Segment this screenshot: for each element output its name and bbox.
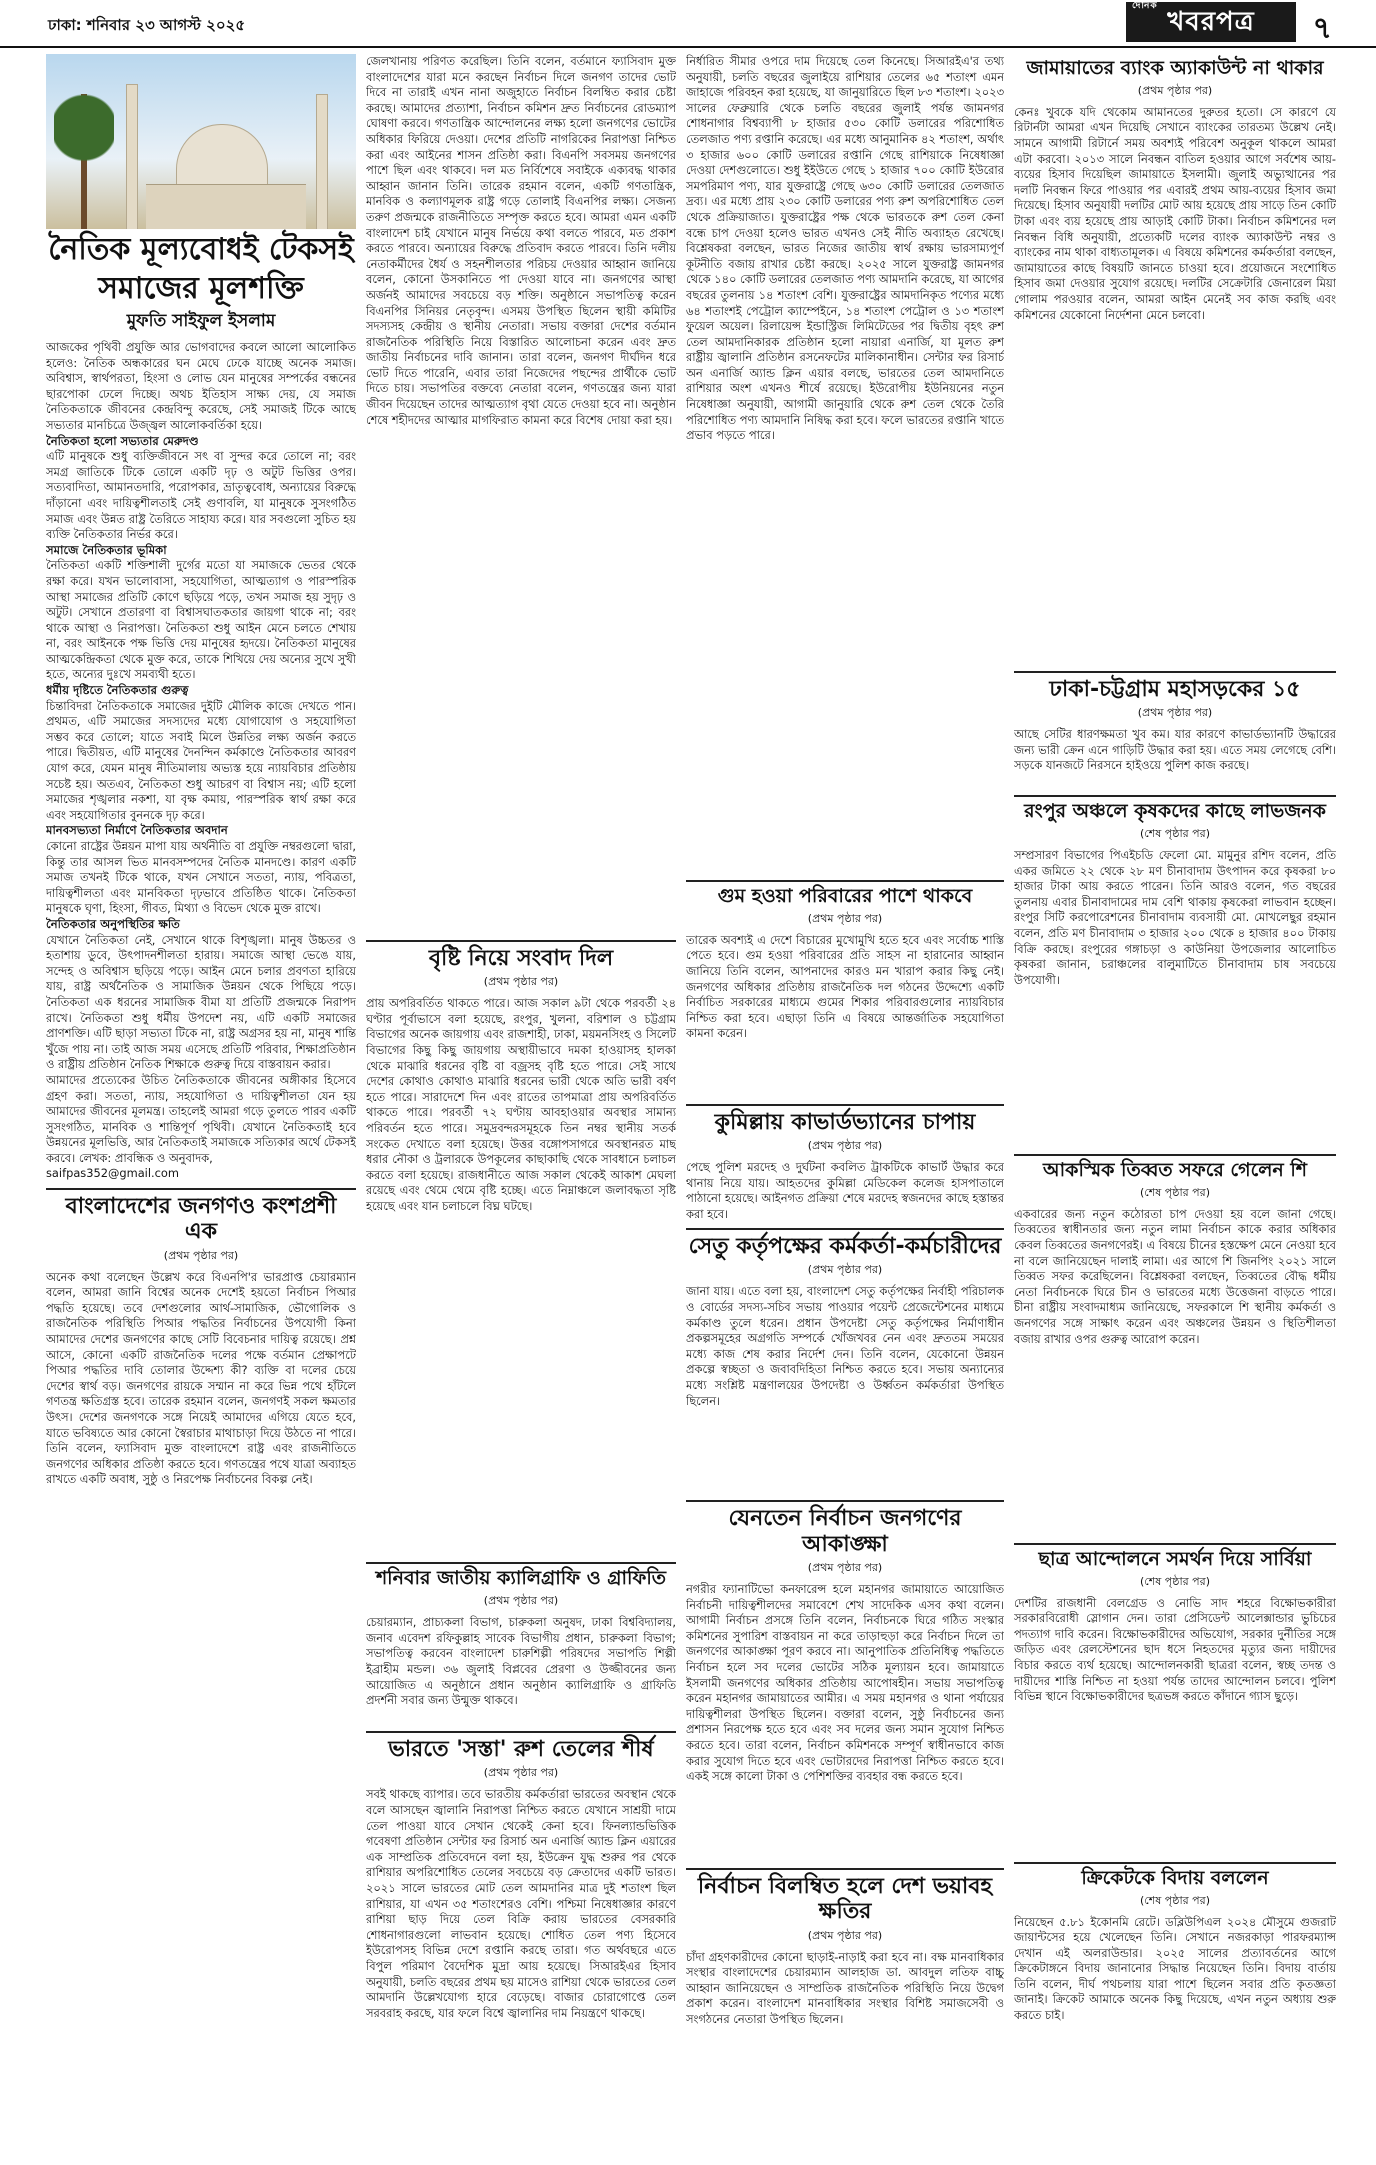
article-divider xyxy=(46,1188,356,1190)
article-body: একবারের জন্য নতুন কঠোরতা চাপ দেওয়া হয় বলে জানা গেছে। তিব্বতের স্বাধীনতার জন্য নতুন লামা নির্বাচন কাকে করার অধিকার কেবল তিব্বতের জনগণেরই। এ বিষয়ে চীনের হস্তক্ষেপ মেনে নেওয়া হবে না বলে জানিয়েছেন দালাই লামা। এর আগে শি জিনপিং ২০২১ সালে তিব্বত সফর করেছিলেন। বিশ্লেষকরা বলছেন, তিব্বতের বৌদ্ধ ধর্মীয় নেতা নির্বাচনকে ঘিরে চীন ও ভারতের মধ্যে উত্তেজনা বাড়তে পারে। চীনা রাষ্ট্রীয় সংবাদমাধ্যম জানিয়েছে, সফরকালে শি স্থানীয় কর্মকর্তা ও জনগণের সঙ্গে সাক্ষাৎ করেন এবং অঞ্চলের উন্নয়ন ও স্থিতিশীলতা বজায় রাখার ওপর গুরুত্ব আরোপ করেন। xyxy=(1014,1206,1336,1346)
article-headline: সেতু কর্তৃপক্ষের কর্মকর্তা-কর্মচারীদের xyxy=(688,1234,1002,1260)
article-headline: বৃষ্টি নিয়ে সংবাদ দিল xyxy=(428,946,614,971)
subheading: সমাজে নৈতিকতার ভূমিকা xyxy=(46,542,167,557)
subheading: নৈতিকতা হলো সভ্যতার মেরুদণ্ড xyxy=(46,433,199,448)
article-headline: রংপুর অঞ্চলে কৃষকদের কাছে লাভজনক xyxy=(1024,800,1326,823)
article-headline: আকস্মিক তিব্বত সফরে গেলেন শি xyxy=(1043,1158,1307,1181)
article-body: জেলখানায় পরিণত করেছিল। তিনি বলেন, বর্তমানে ফ্যাসিবাদ মুক্ত বাংলাদেশের যারা মনে করছেন নির্বাচন দিলে জনগণ তাদের ভোট দিবে না তারাই এখন নানা অজুহাতে নির্বাচন বিলম্বিত করার চেষ্টা করছে। আমাদের প্রত্যাশা, নির্বাচন কমিশন দ্রুত নির্বাচনের রোডম্যাপ ঘোষণা করবে। গণতান্ত্রিক আন্দোলনের লক্ষ্য হলো জনগণের ভোটের অধিকার ফিরিয়ে দেওয়া। দেশের প্রতিটি নাগরিকের নিরাপত্তা নিশ্চিত করা এবং আইনের শাসন প্রতিষ্ঠা করা। বিএনপি সবসময় জনগণের পাশে ছিল এবং থাকবে। দল মত নির্বিশেষে সবাইকে এক্যবদ্ধ থাকার আহ্বান জানান তিনি। তারেক রহমান বলেন, একটি গণতান্ত্রিক, মানবিক ও কল্যাণমূলক রাষ্ট্র গড়ে তোলাই বিএনপির লক্ষ্য। সেজন্য তরুণ প্রজন্মকে রাজনীতিতে সম্পৃক্ত করতে হবে। আমরা এমন একটি বাংলাদেশ চাই যেখানে মানুষ নির্ভয়ে কথা বলতে পারবে, মত প্রকাশ করতে পারবে। অন্যায়ের বিরুদ্ধে প্রতিবাদ করতে পারবে। তিনি দলীয় নেতাকর্মীদের ধৈর্য ও সহনশীলতার পরিচয় দেওয়ার আহ্বান জানিয়ে বলেন, কোনো উসকানিতে পা দেওয়া যাবে না। জনগণের আস্থা অর্জনই আমাদের সবচেয়ে বড় শক্তি। অনুষ্ঠানে সভাপতিত্ব করেন বিএনপির সিনিয়র নেতৃবৃন্দ। এসময় উপস্থিত ছিলেন স্থায়ী কমিটির সদস্যসহ কেন্দ্রীয় ও স্থানীয় নেতারা। সভায় বক্তারা দেশের বর্তমান রাজনৈতিক পরিস্থিতি নিয়ে বিস্তারিত আলোচনা করেন এবং দ্রুত জাতীয় নির্বাচনের দাবি জানান। তারা বলেন, জনগণ দীর্ঘদিন ধরে ভোট দিতে পারেনি, এবার তারা নিজেদের পছন্দের প্রার্থীকে ভোট দিতে চায়। সভাপতির বক্তব্যে নেতারা বলেন, গণতন্ত্রের জন্য যারা জীবন দিয়েছেন তাদের আত্মত্যাগ বৃথা যেতে দেওয়া হবে না। অনুষ্ঠান শেষে শহীদদের আত্মার মাগফিরাত কামনা করে বিশেষ দোয়া করা হয়। xyxy=(366,54,676,427)
article-divider xyxy=(1014,1543,1336,1545)
article-headline: গুম হওয়া পরিবারের পাশে থাকবে xyxy=(717,885,973,907)
article-divider xyxy=(1014,795,1336,797)
article-headline: নির্বাচন বিলম্বিত হলে দেশ ভয়াবহ ক্ষতির xyxy=(697,1874,993,1925)
subheading: মানবসভ্যতা নির্মাণে নৈতিকতার অবদান xyxy=(46,823,228,838)
minaret-left xyxy=(126,84,138,229)
article-body: চাঁদা গ্রহণকারীদের কোনো ছাড়াই-নাড়াই করা হবে না। বক্ষ মানবাধিকার সংস্থার বাংলাদেশের চেয়ারম্যান আলহাজ ডা. আবদুল লতিফ বাচ্চু আহ্বান জানিয়েছেন ও সাম্প্রতিক রাজনৈতিক পরিস্থিতি নিয়ে উদ্বেগ প্রকাশ করেন। বাংলাদেশ মানবাধিকার সংস্থার বিশিষ্ট সমাজসেবী ও সংগঠনের নেতারা উপস্থিত ছিলেন। xyxy=(686,1949,1004,2026)
continuation-note: (প্রথম পৃষ্ঠার পর) xyxy=(483,1594,559,1608)
article-divider xyxy=(686,1228,1004,1230)
paragraph: আমাদের প্রত্যেকের উচিত নৈতিকতাকে জীবনের অঙ্গীকার হিসেবে গ্রহণ করা। সততা, ন্যায়, সহযোগিতা ও দায়িত্বশীলতা যেন হয় আমাদের জীবনের মূলমন্ত্র। তাহলেই আমরা গড়ে তুলতে পারব একটি সুসংগঠিত, মানবিক ও শান্তিপূর্ণ পৃথিবী। যেখানে নৈতিকতাই হবে উন্নয়নের মূলভিত্তি, আর নৈতিকতাই সমাজকে সত্যিকার অর্থে টেকসই করবে। লেখক: প্রাবন্ধিক ও অনুবাদক, xyxy=(46,1072,356,1165)
article-byline: মুফতি সাইফুল ইসলাম xyxy=(126,311,276,331)
palm-tree-shape xyxy=(54,94,114,229)
minaret-right xyxy=(316,94,328,229)
article-headline-line1: নৈতিক মূল্যবোধই টেকসই xyxy=(48,232,354,267)
article-headline: ভারতে 'সস্তা' রুশ তেলের শীর্ষ xyxy=(388,1737,654,1763)
continuation-note: (প্রথম পৃষ্ঠার পর) xyxy=(807,1561,883,1575)
article-body: সম্প্রসারণ বিভাগের পিএইচডি ফেলো মো. মামুনুর রশিদ বলেন, প্রতি একর জমিতে ২২ থেকে ২৮ মণ চীনাবাদাম উৎপাদন করে কৃষকরা ৮০ হাজার টাকা আয় করতে পারেন। তিনি আরও বলেন, গত বছরের তুলনায় এবার চীনাবাদামের দাম বেশি থাকায় কৃষকেরা লাভবান হচ্ছেন। রংপুর সিটি করপোরেশনের চীনাবাদাম ব্যবসায়ী মো. মোখলেছুর রহমান বলেন, প্রতি মণ চীনাবাদাম ৩ হাজার ২০০ থেকে ৪ হাজার ৪০০ টাকায় বিক্রি করছে। রংপুরের গঙ্গাচড়া ও কাউনিয়া উপজেলার আলোচিত কৃষকরা জানান, চরাঞ্চলের বালুমাটিতে চীনাবাদাম চাষ সবচেয়ে উপযোগী। xyxy=(1014,847,1336,987)
article-body: কেনঃ খুবকে যদি থেকোম আমানতের দুরুতর হতো। সে কারণে যে রিটার্নটা আমরা এখন দিয়েছি সেখানে ব্যাংকের তারতম্য উল্লেখ নেই। সামনে আগামী রিটার্নে সময় অবশ্যই পরিবেশ অনুকূল থাকলে আমরা এটা করবো। ২০১৩ সালে নিবন্ধন বাতিল হওয়ার আগে সর্বশেষ আয়-ব্যয়ের হিসাব দিয়েছিল জামায়াতে ইসলামী। জুলাই অভ্যুত্থানের পর দলটি নিবন্ধন ফিরে পাওয়ার পর এবারই প্রথম আয়-ব্যয়ের হিসাব জমা দিয়েছে। হিসাব অনুযায়ী দলটির মোট আয় হয়েছে প্রায় সাড়ে তিন কোটি টাকা এবং ব্যয় হয়েছে প্রায় আড়াই কোটি টাকা। নির্বাচন কমিশনের দল নিবন্ধন বিধি অনুযায়ী, প্রত্যেকটি দলের ব্যাংক অ্যাকাউন্ট নম্বর ও ব্যাংকের নাম থাকা বাধ্যতামূলক। এ বিষয়ে কমিশনের কর্মকর্তারা বলছেন, জামায়াতের কাছে বিষয়টি জানতে চাওয়া হবে। প্রয়োজনে সংশোধিত হিসাব জমা দেওয়ার সুযোগ রয়েছে। দলটির সেক্রেটারি জেনারেল মিয়া গোলাম পরওয়ার বলেন, আমরা আইন মেনেই সব কাজ করছি এবং কমিশনের যেকোনো নির্দেশনা মেনে চলবো। xyxy=(1014,104,1336,322)
column-1 xyxy=(46,54,356,1790)
article-body: অনেক কথা বলেছেন উল্লেখ করে বিএনপি'র ভারপ্রাপ্ত চেয়ারম্যান বলেন, আমরা জানি বিশ্বের অনেক দেশেই হয়তো নির্বাচন পিআর পদ্ধতি হয়েছে। তবে দেশগুলোর আর্থ-সামাজিক, ভৌগোলিক ও রাজনৈতিক পরিস্থিতি পিআর পদ্ধতির নির্বাচনের উপযোগী কিনা আমাদের দেশের জনগণের কাছে সেটি বিবেচনার দায়িত্ব রয়েছে। প্রশ্ন আসে, কোনো একটি রাজনৈতিক দলের পক্ষে বর্তমান প্রেক্ষাপটে পিআর পদ্ধতির দাবি তোলার উদ্দেশ্য কী? ব্যক্তি বা দলের চেয়ে দেশের স্বার্থ বড়। জনগণের রায়কে সম্মান না করে ভিন্ন পথে হাঁটলে গণতন্ত্র ক্ষতিগ্রস্ত হবে। তারেক রহমান বলেন, জনগণই সকল ক্ষমতার উৎস। দেশের জনগণকে সঙ্গে নিয়েই আমাদের এগিয়ে যেতে হবে, যাতে ভবিষ্যতে আর কোনো স্বৈরাচার মাথাচাড়া দিয়ে উঠতে না পারে। তিনি বলেন, ফ্যাসিবাদ মুক্ত বাংলাদেশে রাষ্ট্র এবং রাজনীতিতে জনগণের অধিকার প্রতিষ্ঠা করতে হবে। গণতন্ত্রের পথে যাত্রা অব্যাহত রাখতে একটি অবাধ, সুষ্ঠু ও নিরপেক্ষ নির্বাচনের বিকল্প নেই। xyxy=(46,1269,356,1487)
article-headline: যেনতেন নির্বাচন জনগণের আকাঙ্ক্ষা xyxy=(728,1506,962,1557)
article-body: নগরীর ফ্যানাটিভো কনফারেন্স হলে মহানগর জামায়াতে আয়োজিত নির্বাচনী দায়িত্বশীলদের সমাবেশে শেখ সাদেকিক এসব কথা বলেন। আগামী নির্বাচন প্রসঙ্গে তিনি বলেন, নির্বাচনকে ঘিরে গঠিত সংস্কার কমিশনের সুপারিশ বাস্তবায়ন না করে তাড়াহুড়া করে নির্বাচন দিলে তা জনগণের আকাঙ্ক্ষা পূরণ করবে না। আনুপাতিক প্রতিনিধিত্ব পদ্ধতিতে নির্বাচন হলে সব দলের ভোটের সঠিক মূল্যায়ন হবে। জামায়াতে ইসলামী জনগণের অধিকার প্রতিষ্ঠায় আপোষহীন। সভায় সভাপতিত্ব করেন মহানগর জামায়াতের আমীর। এ সময় মহানগর ও থানা পর্যায়ের দায়িত্বশীলরা উপস্থিত ছিলেন। বক্তারা বলেন, সুষ্ঠু নির্বাচনের জন্য প্রশাসন নিরপেক্ষ হতে হবে এবং সব দলের জন্য সমান সুযোগ নিশ্চিত করতে হবে। তারা বলেন, নির্বাচন কমিশনকে সম্পূর্ণ স্বাধীনভাবে কাজ করার সুযোগ দিতে হবে এবং ভোটারদের নিরাপত্তা নিশ্চিত করতে হবে। একই সঙ্গে কালো টাকা ও পেশিশক্তির ব্যবহার বন্ধ করতে হবে। xyxy=(686,1582,1004,1784)
article-divider xyxy=(1014,671,1336,673)
column-3 xyxy=(686,54,1004,2060)
column-4 xyxy=(1014,54,1336,2165)
continuation-note: (প্রথম পৃষ্ঠার পর) xyxy=(163,1248,239,1262)
continuation-note: (প্রথম পৃষ্ঠার পর) xyxy=(807,1263,883,1277)
continuation-note: (প্রথম পৃষ্ঠার পর) xyxy=(483,1766,559,1780)
article-body: সবই থাকছে ব্যাপার। তবে ভারতীয় কর্মকর্তারা ভারতের অবস্থান থেকে বলে আসছেন জ্বালানি নিরাপত্তা নিশ্চিত করতে যেখানে সাশ্রয়ী দামে তেল পাওয়া যাবে সেখান থেকেই কেনা হবে। ফিনল্যান্ডভিত্তিক গবেষণা প্রতিষ্ঠান সেন্টার ফর রিসার্চ অন এনার্জি অ্যান্ড ক্লিন এয়ারের এক সাম্প্রতিক প্রতিবেদনে বলা হয়, ইউক্রেন যুদ্ধ শুরুর পর থেকে রাশিয়ার অপরিশোধিত তেলের সবচেয়ে বড় ক্রেতাদের একটি ভারত। ২০২১ সালে ভারতের মোট তেল আমদানির মাত্র দুই শতাংশ ছিল রাশিয়ার, যা এখন ৩৫ শতাংশেরও বেশি। পশ্চিমা নিষেধাজ্ঞার কারণে রাশিয়া ছাড় দিয়ে তেল বিক্রি করায় ভারতের বেসরকারি শোধনাগারগুলো লাভবান হয়েছে। শোধিত তেল পণ্য হিসেবে ইউরোপসহ বিভিন্ন দেশে রপ্তানি করছে তারা। গত অর্থবছরে এতে বিপুল পরিমাণ বৈদেশিক মুদ্রা আয় হয়েছে। সিআরইএর হিসাব অনুযায়ী, চলতি বছরের প্রথম ছয় মাসেও রাশিয়া থেকে ভারতের তেল আমদানি উল্লেখযোগ্য হারে বেড়েছে। বাজার চোরাগোপ্তে তেল সরবরাহ করছে, যার ফলে বিশ্বে জ্বালানির দাম নিয়ন্ত্রণে থাকছে। xyxy=(366,1787,676,2020)
paragraph: আজকের পৃথিবী প্রযুক্তি আর ভোগবাদের কবলে আলো আলোকিত হলেও: নৈতিক অন্ধকারের ঘন মেঘে ঢেকে যাচ্ছে অনেক সমাজ। অবিশ্বাস, স্বার্থপরতা, হিংসা ও লোভ যেন মানুষের সম্পর্কের বন্ধনের ছারপোকা ঢেলে দিচ্ছে। অথচ ইতিহাস সাক্ষ্য দেয়, যে সমাজ নৈতিকতাকে জীবনের কেন্দ্রবিন্দু করেছে, সেই সমাজই টিকে আছে সভ্যতার মানচিত্রে উজ্জ্বল আলোকবর্তিকা হয়ে। xyxy=(46,340,356,432)
paragraph: চিন্তাবিদরা নৈতিকতাকে সমাজের দুইটি মৌলিক কাজে দেখতে পান। প্রথমত, এটি সমাজের সদস্যদের মধ্যে যোগাযোগ ও সহযোগিতা সম্ভব করে তোলে; যাতে সবাই মিলে উন্নতির লক্ষ্য অর্জন করতে পারে। দ্বিতীয়ত, এটি মানুষের দৈনন্দিন কর্মকাণ্ডে নৈতিকতার আবরণ যোগ করে, যেমন মানুষ নীতিমালায় অভ্যস্ত হয়ে ন্যায়বিচার প্রতিষ্ঠায় সচেষ্ট হয়। অতএব, নৈতিকতা শুধু আচরণ বা বিশ্বাস নয়; এটি হলো সমাজের শৃঙ্খলার নকশা, যা বৃক্ষ কমায়, পারস্পরিক স্বার্থ রক্ষা করে এবং সহযোগিতার বুননকে দৃঢ় করে। xyxy=(46,698,356,822)
paragraph: নৈতিকতা একটি শক্তিশালী দুর্গের মতো যা সমাজকে ভেতর থেকে রক্ষা করে। যখন ভালোবাসা, সহযোগিতা, আত্মত্যাগ ও পারস্পরিক আস্থা সমাজের প্রতিটি কোণে ছড়িয়ে পড়ে, তখন সমাজ হয় সুদৃঢ় ও অটুট। সেখানে প্রতারণা বা বিশ্বাসঘাতকতার জায়গা থাকে না; বরং থাকে আস্থা ও নিরাপত্তা। নৈতিকতা শুধু আইন মেনে চলতে শেখায় না, বরং আইনকে পক্ষ ভিত্তি দেয় মানুষের হৃদয়ে। নৈতিকতা মানুষের আত্মকেন্দ্রিকতা থেকে মুক্ত করে, তাকে শিখিয়ে দেয় অন্যের সুখে সুখী হতে, অন্যের দুঃখে সমব্যথী হতে। xyxy=(46,558,356,682)
paragraph: যেখানে নৈতিকতা নেই, সেখানে থাকে বিশৃঙ্খলা। মানুষ উচ্চতর ও হতাশায় ডুবে, উৎপাদনশীলতা হারায়। সমাজে আস্থা ভেঙে যায়, সন্দেহ ও অবিশ্বাস ছড়িয়ে পড়ে। আইন মেনে চলার প্রবণতা হারিয়ে যায়, রাষ্ট্র অর্থনৈতিক ও সামাজিক উন্নয়ন থেকে পিছিয়ে পড়ে। নৈতিকতা এক ধরনের সামাজিক বীমা যা প্রতিটি প্রজন্মকে নিরাপদ রাখে। নৈতিকতা শুধু ধর্মীয় উপদেশ নয়, এটি একটি সমাজের প্রাণশক্তি। এটি ছাড়া সভ্যতা টিকে না, রাষ্ট্র অগ্রসর হয় না, মানুষ শান্তি খুঁজে পায় না। তাই আজ সময় এসেছে প্রতিটি পরিবার, শিক্ষাপ্রতিষ্ঠান ও রাষ্ট্রীয় প্রতিষ্ঠান নৈতিক শিক্ষাকে গুরুত্ব দিয়ে বাস্তবায়ন করার। xyxy=(46,932,356,1072)
article-headline: কুমিল্লায় কাভার্ডভ্যানের চাপায় xyxy=(714,1109,976,1135)
author-email[interactable]: saifpas352@gmail.com xyxy=(46,1166,179,1181)
article-divider xyxy=(1014,1862,1336,1864)
article-headline: জামায়াতের ব্যাংক অ্যাকাউন্ট না থাকার xyxy=(1026,57,1324,79)
article-headline: ক্রিকেটকে বিদায় বললেন xyxy=(1081,1866,1269,1889)
continuation-note: (শেষ পৃষ্ঠার পর) xyxy=(1139,1185,1210,1199)
article-divider xyxy=(1014,1154,1336,1156)
article-headline-line2: সমাজের মূলশক্তি xyxy=(98,270,304,306)
subheading: ধর্মীয় দৃষ্টিতে নৈতিকতার গুরুত্ব xyxy=(46,683,189,698)
article-headline: বাংলাদেশের জনগণও কংশপ্রশী এক xyxy=(65,1194,337,1245)
article-body: পেছে পুলিশ মরদেহ ও দুর্ঘটনা কবলিত ট্রাকটিকে কাভার্ট উদ্ধার করে থানায় নিয়ে যায়। আহতদের কুমিল্লা মেডিকেল কলেজ হাসপাতালে পাঠানো হয়েছে। আইনগত প্রক্রিয়া শেষে মরদেহ স্বজনদের কাছে হস্তান্তর করা হবে। xyxy=(686,1160,1004,1221)
logo-text: খবরপত্র xyxy=(1167,7,1255,37)
column-2 xyxy=(366,54,676,2087)
article-body: নির্ধারিত সীমার ওপরে দাম দিয়েছে তেল কিনেছে। সিআরইএ'র তথ্য অনুযায়ী, চলতি বছরের জুলাইয়ে রাশিয়ার তেলের ৬৫ শতাংশ এমন জাহাজে পরিবহন করা হয়েছে, যা জানুয়ারিতে ছিল ৮৩ শতাংশ। ২০২৩ সালের ফেব্রুয়ারি থেকে চলতি বছরের জুলাই পর্যন্ত জামনগর শোধনাগার বিশ্বব্যাপী ৮ হাজার ৫৩০ কোটি ডলারের পরিশোধিত তেলজাত পণ্য রপ্তানি করেছে। এর মধ্যে আনুমানিক ৪২ শতাংশ, অর্থাৎ ৩ হাজার ৬০০ কোটি ডলারের রপ্তানি গেছে রাশিয়াকে নিষেধাজ্ঞা দেওয়া দেশগুলোতে। শুধু ইইউতে গেছে ১ হাজার ৭০০ কোটি ইউরোর সমপরিমাণ পণ্য, যার যুক্তরাষ্ট্রে গেছে ৬৩০ কোটি ডলারের তেলজাত দ্রব্য। এর মধ্যে প্রায় ২৩০ কোটি ডলারের পণ্য রুশ অপরিশোধিত তেল থেকে প্রক্রিয়াজাত। যুক্তরাষ্ট্রের পক্ষ থেকে ভারতকে রুশ তেল কেনা বন্ধে চাপ দেওয়া হলেও ভারত এখনও সেই নীতি অব্যাহত রেখেছে। বিশ্লেষকরা বলছেন, ভারত নিজের জাতীয় স্বার্থ রক্ষায় ভারসাম্যপূর্ণ কূটনীতি বজায় রাখার চেষ্টা করছে। ২০২৫ সালে যুক্তরাষ্ট্র জামনগর থেকে ১৪০ কোটি ডলারের তেলজাত পণ্য আমদানি করেছে, যা আগের বছরের তুলনায় ১৪ শতাংশ বেশি। যুক্তরাষ্ট্রের আমদানিকৃত পণ্যের মধ্যে ৬৪ শতাংশই পেট্রোল ক্যাম্পেইনে, ১৪ শতাংশ পেট্রোল ও ১৩ শতাংশ ফুয়েল অয়েল। রিলায়েন্স ইন্ডাস্ট্রিজ লিমিটেডের পর দ্বিতীয় বৃহৎ রুশ তেল আমদানিকারক প্রতিষ্ঠান হলো নায়ারা এনার্জি, যা মূলত রুশ রাষ্ট্রীয় জ্বালানি প্রতিষ্ঠান রসনেফটের মালিকানাধীন। সেন্টার ফর রিসার্চ অন এনার্জি অ্যান্ড ক্লিন এয়ার বলছে, ভারতের তেল আমদানিতে রাশিয়ার অংশ এখনও শীর্ষে রয়েছে। ইউরোপীয় ইউনিয়নের নতুন নিষেধাজ্ঞা অনুযায়ী, আগামী জানুয়ারি থেকে রুশ তেল থেকে তৈরি পরিশোধিত পণ্য আমদানি নিষিদ্ধ করা হবে। ফলে ভারতের রপ্তানি খাতে প্রভাব পড়তে পারে। xyxy=(686,54,1004,443)
article-headline: ছাত্র আন্দোলনে সমর্থন দিয়ে সার্বিয়া xyxy=(1038,1547,1312,1570)
article-divider xyxy=(366,940,676,942)
article-body: জানা যায়। এতে বলা হয়, বাংলাদেশ সেতু কর্তৃপক্ষের নির্বাহী পরিচালক ও বোর্ডের সদস্য-সচিব সভায় পাওয়ার পয়েন্ট প্রেজেন্টেশনের মাধ্যমে কর্মকাণ্ড তুলে ধরেন। প্রধান উপদেষ্টা সেতু কর্তৃপক্ষের নির্মাণাধীন প্রকল্পসমূহের অগ্রগতি সম্পর্কে খোঁজখবর নেন এবং দ্রুততম সময়ের মধ্যে কাজ শেষ করার নির্দেশ দেন। তিনি বলেন, যেকোনো উন্নয়ন প্রকল্পে স্বচ্ছতা ও জবাবদিহিতা নিশ্চিত করতে হবে। সভায় অন্যান্যের মধ্যে সংশ্লিষ্ট মন্ত্রণালয়ের উপদেষ্টা ও উর্ধ্বতন কর্মকর্তারা উপস্থিত ছিলেন। xyxy=(686,1284,1004,1408)
article-divider xyxy=(686,1104,1004,1106)
continuation-note: (শেষ পৃষ্ঠার পর) xyxy=(1139,826,1210,840)
article-body: দেশটির রাজধানী বেলগ্রেড ও নোভি সাদ শহরে বিক্ষোভকারীরা সরকারবিরোধী স্লোগান দেন। তারা প্রেসিডেন্ট আলেক্সান্ডার ভুচিচের পদত্যাগ দাবি করেন। বিক্ষোভকারীদের অভিযোগ, সরকার দুর্নীতির সঙ্গে জড়িত এবং রেলস্টেশনের ছাদ ধসে নিহতদের মৃত্যুর জন্য দায়ীদের বিচার করতে ব্যর্থ হয়েছে। আন্দোলনকারী ছাত্ররা বলেন, স্বচ্ছ তদন্ত ও দায়ীদের শাস্তি নিশ্চিত না হওয়া পর্যন্ত তাদের আন্দোলন চলবে। পুলিশ বিভিন্ন স্থানে বিক্ষোভকারীদের ছত্রভঙ্গ করতে কাঁদানে গ্যাস ছুড়ে। xyxy=(1014,1595,1336,1704)
paragraph: কোনো রাষ্ট্রের উন্নয়ন মাপা যায় অর্থনীতি বা প্রযুক্তি নম্বরগুলো দ্বারা, কিন্তু তার আসল ভিত মানবসম্পদের নৈতিক মানদণ্ডে। কারণ একটি সমাজ তখনই টিকে থাকে, যখন সেখানে সততা, ন্যায়, পবিত্রতা, দায়িত্বশীলতা এবং মানবিকতা দৃঢ়ভাবে প্রতিষ্ঠিত থাকে। নৈতিকতা মানুষকে ঘৃণা, হিংসা, গীবত, মিথ্যা ও বিভেদ থেকে মুক্ত রাখে। xyxy=(46,839,356,916)
article-body: তারেক অবশ্যই এ দেশে বিচারের মুখোমুখি হতে হবে এবং সর্বোচ্চ শাস্তি পেতে হবে। গুম হওয়া পরিবারের প্রতি সাহস না হারানোর আহ্বান জানিয়ে তিনি বলেন, আপনাদের কারও মন খারাপ করার কিছু নেই। জনগণের অধিকার প্রতিষ্ঠায় রাজনৈতিক দল গঠনের উদ্দেশ্যে একটি নির্বাচিত সরকারের মাধ্যমে গুমের শিকার পরিবারগুলোর ন্যায়বিচার নিশ্চিত করা হবে। এছাড়া তিনি এ বিষয়ে আন্তর্জাতিক সহযোগিতা কামনা করেন। xyxy=(686,932,1004,1041)
paragraph: এটি মানুষকে শুধু ব্যক্তিজীবনে সৎ বা সুন্দর করে তোলে না; বরং সমগ্র জাতিকে টিকে তোলে একটি দৃঢ় ও অটুট ভিত্তির ওপর। সত্যবাদিতা, আমানতদারি, পরোপকার, ভ্রাতৃত্ববোধ, অন্যায়ের বিরুদ্ধে দাঁড়ানো এবং দায়িত্বশীলতাই সেই গুণাবলি, যা মানুষকে সুসংগঠিত সমাজ এবং উন্নত রাষ্ট্র তৈরিতে সাহায্য করে। যার সবগুলো সুচিত হয় ব্যক্তি নৈতিকতার নির্ভর করে। xyxy=(46,449,356,542)
article-body: আছে সেটির ধারণক্ষমতা খুব কম। যার কারণে কাভার্ডভ্যানটি উদ্ধারের জন্য ভারী ক্রেন এনে গাড়িটি উদ্ধার করা হয়। এতে সময় লেগেছে বেশি। সড়কে যানজটে নিরসনে হাইওয়ে পুলিশ কাজ করছে। xyxy=(1014,727,1336,773)
article-divider xyxy=(366,1562,676,1564)
logo-prefix: দৈনিক xyxy=(1132,1,1158,11)
article-headline: শনিবার জাতীয় ক্যালিগ্রাফি ও গ্রাফিতি xyxy=(375,1567,667,1590)
masthead xyxy=(0,0,1376,48)
article-headline: ঢাকা-চট্টগ্রাম মহাসড়কের ১৫ xyxy=(1049,676,1301,702)
continuation-note: (প্রথম পৃষ্ঠার পর) xyxy=(807,911,883,925)
subheading: নৈতিকতার অনুপস্থিতির ক্ষতি xyxy=(46,916,180,931)
continuation-note: (শেষ পৃষ্ঠার পর) xyxy=(1139,1893,1210,1907)
continuation-note: (প্রথম পৃষ্ঠার পর) xyxy=(1137,706,1213,720)
continuation-note: (প্রথম পৃষ্ঠার পর) xyxy=(1137,83,1213,97)
article-divider xyxy=(686,1500,1004,1502)
article-body: প্রায় অপরিবর্তিত থাকতে পারে। আজ সকাল ৯টা থেকে পরবর্তী ২৪ ঘণ্টার পূর্বাভাসে বলা হয়েছে, রংপুর, খুলনা, বরিশাল ও চট্টগ্রাম বিভাগের অনেক জায়গায় এবং রাজশাহী, ঢাকা, ময়মনসিংহ ও সিলেট বিভাগের কিছু কিছু জায়গায় অস্থায়ীভাবে দমকা হাওয়াসহ হালকা থেকে মাঝারি ধরনের বৃষ্টি বা বজ্রসহ বৃষ্টি হতে পারে। সেই সাথে দেশের কোথাও কোথাও মাঝারি ধরনের ভারী থেকে অতি ভারী বর্ষণ হতে পারে। সারাদেশে দিন এবং রাতের তাপমাত্রা প্রায় অপরিবর্তিত থাকতে পারে। পরবর্তী ৭২ ঘণ্টায় আবহাওয়ার অবস্থার সামান্য পরিবর্তন হতে পারে। সমুদ্রবন্দরসমূহকে তিন নম্বর স্থানীয় সতর্ক সংকেত দেখাতে বলা হয়েছে। উত্তর বঙ্গোপসাগরে অবস্থানরত মাছ ধরার নৌকা ও ট্রলারকে উপকূলের কাছাকাছি থেকে সাবধানে চলাচল করতে বলা হয়েছে। রাজধানীতে আজ সকাল থেকেই আকাশ মেঘলা রয়েছে এবং থেমে থেমে বৃষ্টি হচ্ছে। এতে নিম্নাঞ্চলে জলাবদ্ধতা সৃষ্টি হয়েছে এবং যান চলাচলে বিঘ্ন ঘটছে। xyxy=(366,996,676,1214)
article-body: নিয়েছেন ৫.৮১ ইকোনমি রেটে। ডব্লিউপিএল ২০২৪ মৌসুমে গুজরাট জায়ান্টসের হয়ে খেলেছেন তিনি। সেখানে নজরকাড়া পারফরম্যান্স দেখান এই অলরাউন্ডার। ২০২৫ সালের প্রত্যাবর্তনের আগে ক্রিকেটাঙ্গনে বিদায় জানানোর সিদ্ধান্ত নিয়েছেন তিনি। বিদায় বার্তায় তিনি বলেন, দীর্ঘ পথচলায় যারা পাশে ছিলেন সবার প্রতি কৃতজ্ঞতা জানাই। ক্রিকেট আমাকে অনেক কিছু দিয়েছে, এখন নতুন অধ্যায় শুরু করতে চাই। xyxy=(1014,1914,1336,2023)
article-divider xyxy=(686,880,1004,882)
mosque-body xyxy=(146,184,306,229)
mosque-photo xyxy=(46,54,356,229)
continuation-note: (প্রথম পৃষ্ঠার পর) xyxy=(807,1139,883,1153)
continuation-note: (প্রথম পৃষ্ঠার পর) xyxy=(807,1928,883,1942)
article-divider xyxy=(366,1731,676,1733)
continuation-note: (প্রথম পৃষ্ঠার পর) xyxy=(483,975,559,989)
page-number: ৭ xyxy=(1312,11,1332,46)
edition-date: ঢাকা: শনিবার ২৩ আগস্ট ২০২৫ xyxy=(48,16,246,34)
continuation-note: (শেষ পৃষ্ঠার পর) xyxy=(1139,1574,1210,1588)
article-divider xyxy=(686,1868,1004,1870)
newspaper-logo xyxy=(1126,2,1296,42)
article-body: চেয়ারম্যান, প্রাচ্যকলা বিভাগ, চারুকলা অনুষদ, ঢাকা বিশ্ববিদ্যালয়, জনাব এবেদশ রফিকুল্লাহ সাবেক বিভাগীয় প্রধান, চারুকলা বিভাগ; সভাপতিত্ব করবেন বাংলাদেশ চারুশিল্পী পরিষদের সভাপতি শিল্পী ইব্রাহীম মন্ডল। ৩৬ জুলাই বিপ্লবের প্রেরণা ও উজ্জীবনের জন্য আয়োজিত এ অনুষ্ঠানে প্রধান অনুষ্ঠান ক্যালিগ্রাফি ও গ্রাফিতি প্রদর্শনী সবার জন্য উন্মুক্ত থাকবে। xyxy=(366,1615,676,1708)
article-body xyxy=(46,340,356,1182)
